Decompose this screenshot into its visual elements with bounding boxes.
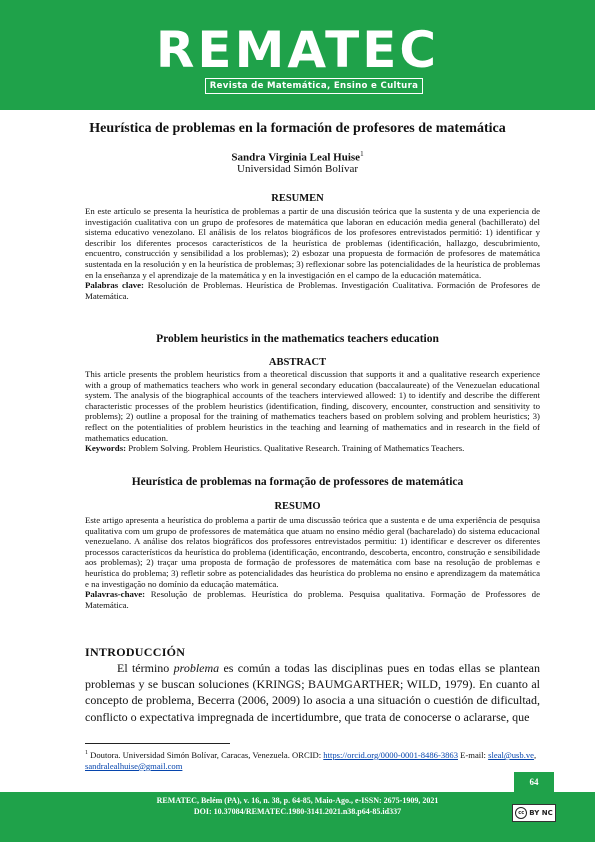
resumo-keywords-label: Palavras-chave: — [85, 589, 146, 600]
resumo-text: Este artigo apresenta a heurística do problema a partir de uma discussão teórica que a sustenta e de uma experiência de pesquisa qualitativa com um grupo de professores de matemática que atuam no ensino médio geral (bacharelado) do sistema educacional venezuelano. A análise dos relatos biográficos dos professores entrevistados permitiu: 1) identificar e descrever os diferentes processos característicos da heurística do problema (identificação, encontrando, descoberta, encontro, construção e sensibilidade aos problemas); 2) traçar uma proposta de formação de professores de matemática com base na resolução de problemas e heurística do problema; 3) refletir sobre as potencialidades das heurística do problema no ensino e aprendizagem da matemática e na investigação no domínio da educação matemática. Palavras-chave: Resolução de problemas. Heurística do problema. Pesquisa qualitativa. Formação de Professores de Matemática. — [85, 515, 540, 610]
resumen-keywords-label: Palabras clave: — [85, 280, 144, 291]
article-title: Heurística de problemas en la formación de profesores de matemática — [89, 121, 506, 136]
introduccion-heading: INTRODUCCIÓN — [85, 645, 186, 659]
orcid-link[interactable]: https://orcid.org/0000-0001-8486-3863 — [323, 749, 459, 760]
footnote: $^1$ Doutora. Universidad Simón Bolívar, Caracas, Venezuela. ORCID: https://orcid.org/0000-0001-8486-3863 E-mail: sleal@usb.ve, sandralealhuise@gmail.com — [85, 749, 537, 771]
abstract-text: This article presents the problem heuristics from a theoretical discussion that supports it and a qualitative research experience with a group of mathematics teachers who work in general secondary education (baccalaureate) of the Venezuelan educational system. The analysis of the biographical accounts of the teachers interviewed allowed: 1) to identify and describe the different characteristic processes of the problem heuristics (identification, finding, discovery, encounter, construction and sensitivity to problems); 2) outline a proposal for the training of mathematics teachers based on problem solving and problem heuristics; 3) reflect on the potentialities of problem heuristics in the teaching and learning of mathematics and in research in the field of mathematics education. Keywords: Problem Solving. Problem Heuristics. Qualitative Research. Training of Mathematics Teachers. — [85, 369, 540, 454]
portuguese-title: Heurística de problemas na formação de professores de matemática — [131, 476, 464, 488]
resumo-heading: RESUMO — [274, 501, 321, 512]
email-link-gmail[interactable]: sandralealhuise@gmail.com — [85, 760, 183, 771]
resumen-keywords: Resolución de Problemas. Heurística de Problemas. Investigación Cualitativa. Formación de Profesores de Matemática. — [85, 280, 540, 301]
abstract-keywords-label: Keywords: — [85, 443, 127, 454]
cc-icon: cc — [515, 807, 527, 819]
english-title: Problem heuristics in the mathematics teachers education — [156, 333, 439, 345]
author-footnote-marker[interactable]: 1 — [360, 150, 364, 158]
author-name: Sandra Virginia Leal Huise$^1$ — [231, 150, 364, 164]
abstract-keywords: Problem Solving. Problem Heuristics. Qualitative Research. Training of Mathematics Teachers. — [126, 443, 465, 454]
introduccion-text: El término problema es común a todas las disciplinas pues en todas ellas se plantean problemas y se buscan soluciones (KRINGS; BAUMGARTHER; WILD, 1979). En cuanto al concepto de problema, Becerra (2006, 2009) lo asocia a una situación o cuestión de dificultad, conflicto o expectativa impregnada de incertidumbre, que trata de conocerse o aclararse, que — [85, 661, 540, 724]
abstract-heading: ABSTRACT — [268, 357, 327, 368]
footnote-divider — [85, 743, 230, 744]
journal-logo: REMATEC — [155, 21, 440, 79]
creative-commons-license-icon[interactable]: cc BY NC — [512, 804, 556, 822]
email-link-usb[interactable]: sleal@usb.ve — [488, 749, 534, 760]
author-affiliation: Universidad Simón Bolívar — [237, 163, 358, 175]
journal-subtitle: Revista de Matemática, Ensino e Cultura — [205, 78, 423, 94]
journal-header-banner — [0, 0, 595, 110]
resumen-text: En este artículo se presenta la heurística de problemas a partir de una discusión teórica que la sustenta y de una experiencia de investigación cualitativa con un grupo de profesores de matemática que laboran en educación media general (bachillerato) del sistema educativo venezolano. El análisis de los relatos biográficos de los profesores entrevistados permitió: 1) identificar y describir los diferentes procesos característicos de la heurística de problemas (identificación, hallazgo, descubrimiento, encuentro, construcción y sensibilidad a los problemas); 2) esbozar una propuesta de formación de profesores de matemática sustentada en la resolución y en la heurística de problemas; 3) reflexionar sobre las potencialidades de la heurística de problemas en la enseñanza y el aprendizaje de la matemática y en la investigación en el campo de la educación matemática. Palabras clave: Resolución de Problemas. Heurística de Problemas. Investigación Cualitativa. Formación de Profesores de Matemática. — [85, 206, 540, 301]
page-number: 64 — [514, 772, 554, 792]
resumen-heading: RESUMEN — [271, 193, 324, 204]
citation-line: REMATEC, Belém (PA), v. 16, n. 38, p. 64-85, Maio-Ago., e-ISSN: 2675-1909, 2021 — [156, 796, 439, 805]
doi-line: DOI: 10.37084/REMATEC.1980-3141.2021.n38.p64-85.id337 — [193, 807, 402, 816]
resumo-keywords: Resolução de problemas. Heurística do problema. Pesquisa qualitativa. Formação de Professores de Matemática. — [85, 589, 540, 610]
